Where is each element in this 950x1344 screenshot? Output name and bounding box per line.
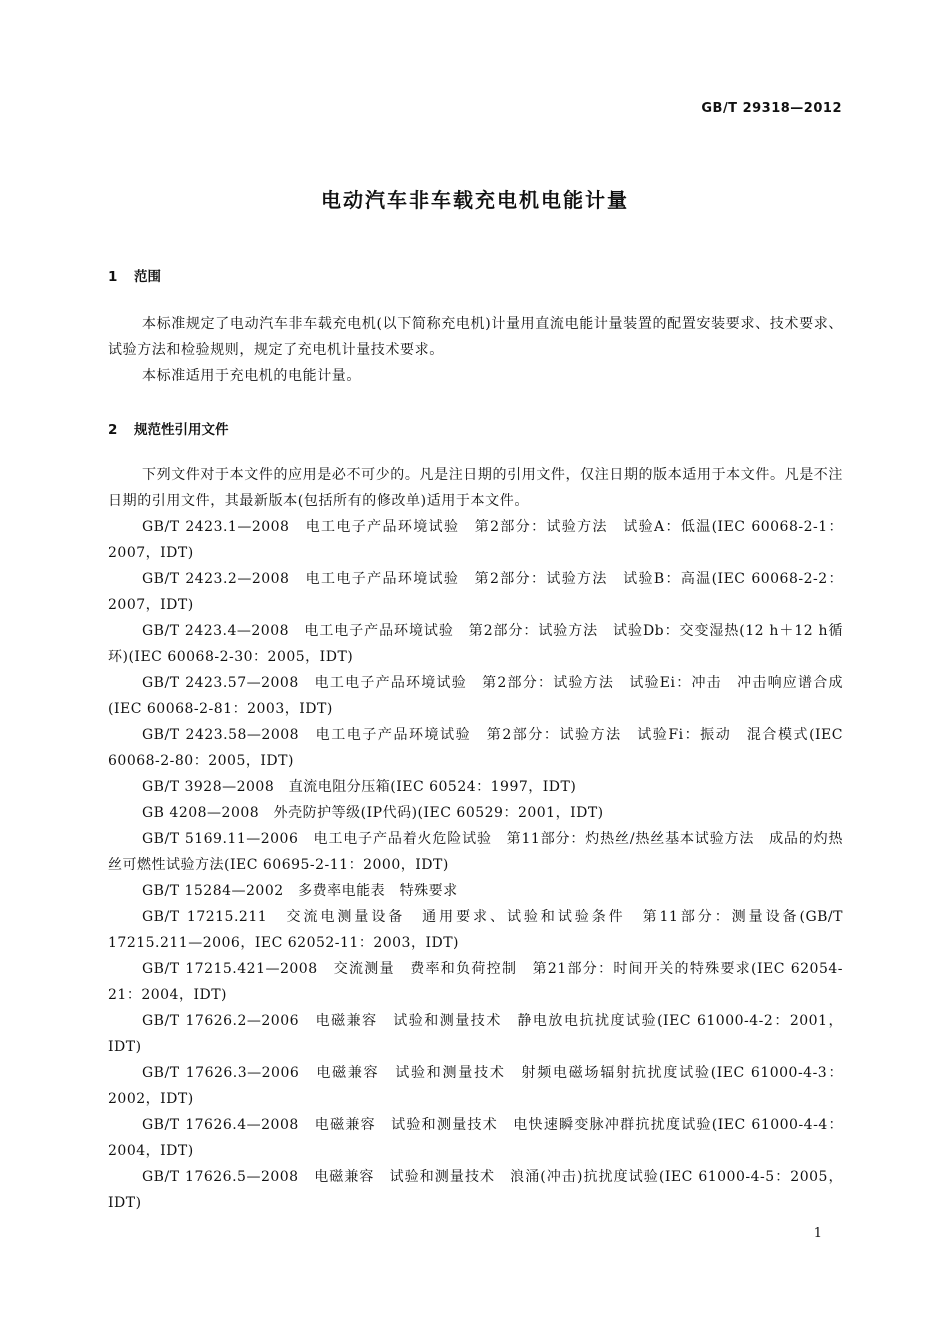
reference-item: GB 4208—2008 外壳防护等级(IP代码)(IEC 60529：2001，IDT) xyxy=(142,805,604,821)
section-heading-normative-references xyxy=(108,418,229,438)
reference-item: GB/T 2423.58—2008 电工电子产品环境试验 第2部分：试验方法 试验Fi：振动 混合模式(IEC 60068-2-80：2005，IDT) xyxy=(108,727,843,769)
standard-number: GB/T 29318—2012 xyxy=(701,101,842,116)
section-heading-scope xyxy=(108,265,161,285)
reference-item: GB/T 17626.2—2006 电磁兼容 试验和测量技术 静电放电抗扰度试验(IEC 61000-4-2：2001，IDT) xyxy=(108,1013,843,1055)
reference-item: GB/T 2423.57—2008 电工电子产品环境试验 第2部分：试验方法 试验Ei：冲击 冲击响应谱合成(IEC 60068-2-81：2003，IDT) xyxy=(108,675,843,717)
reference-item: GB/T 17626.4—2008 电磁兼容 试验和测量技术 电快速瞬变脉冲群抗扰度试验(IEC 61000-4-4：2004，IDT) xyxy=(108,1117,843,1159)
references-intro: 下列文件对于本文件的应用是必不可少的。凡是注日期的引用文件，仅注日期的版本适用于本文件。凡是不注日期的引用文件，其最新版本(包括所有的修改单)适用于本文件。 xyxy=(108,467,843,509)
section-number: 1 xyxy=(108,269,118,285)
reference-item: GB/T 17215.211 交流电测量设备 通用要求、试验和试验条件 第11部分：测量设备(GB/T 17215.211—2006，IEC 62052-11：2003，IDT) xyxy=(108,909,843,951)
reference-item: GB/T 2423.4—2008 电工电子产品环境试验 第2部分：试验方法 试验Db：交变湿热(12 h＋12 h循环)(IEC 60068-2-30：2005，IDT) xyxy=(108,623,843,665)
scope-paragraph-1: 本标准规定了电动汽车非车载充电机(以下简称充电机)计量用直流电能计量装置的配置安装要求、技术要求、试验方法和检验规则，规定了充电机计量技术要求。 xyxy=(108,316,843,358)
section-title: 规范性引用文件 xyxy=(134,422,229,438)
section-title: 范围 xyxy=(134,269,161,285)
document-title: 电动汽车非车载充电机电能计量 xyxy=(321,188,629,212)
reference-item: GB/T 17626.3—2006 电磁兼容 试验和测量技术 射频电磁场辐射抗扰度试验(IEC 61000-4-3：2002，IDT) xyxy=(108,1065,843,1107)
page-number: 1 xyxy=(813,1226,822,1241)
reference-item: GB/T 2423.2—2008 电工电子产品环境试验 第2部分：试验方法 试验B：高温(IEC 60068-2-2：2007，IDT) xyxy=(108,571,843,613)
reference-item: GB/T 15284—2002 多费率电能表 特殊要求 xyxy=(142,883,458,899)
section-number: 2 xyxy=(108,422,118,438)
reference-item: GB/T 17626.5—2008 电磁兼容 试验和测量技术 浪涌(冲击)抗扰度试验(IEC 61000-4-5：2005，IDT) xyxy=(108,1169,843,1211)
reference-item: GB/T 17215.421—2008 交流测量 费率和负荷控制 第21部分：时间开关的特殊要求(IEC 62054-21：2004，IDT) xyxy=(108,961,843,1003)
reference-item: GB/T 5169.11—2006 电工电子产品着火危险试验 第11部分：灼热丝/热丝基本试验方法 成品的灼热丝可燃性试验方法(IEC 60695-2-11：2000，IDT) xyxy=(108,831,843,873)
reference-item: GB/T 3928—2008 直流电阻分压箱(IEC 60524：1997，IDT) xyxy=(142,779,577,795)
scope-paragraph-2: 本标准适用于充电机的电能计量。 xyxy=(142,368,361,384)
reference-item: GB/T 2423.1—2008 电工电子产品环境试验 第2部分：试验方法 试验A：低温(IEC 60068-2-1：2007，IDT) xyxy=(108,519,843,561)
